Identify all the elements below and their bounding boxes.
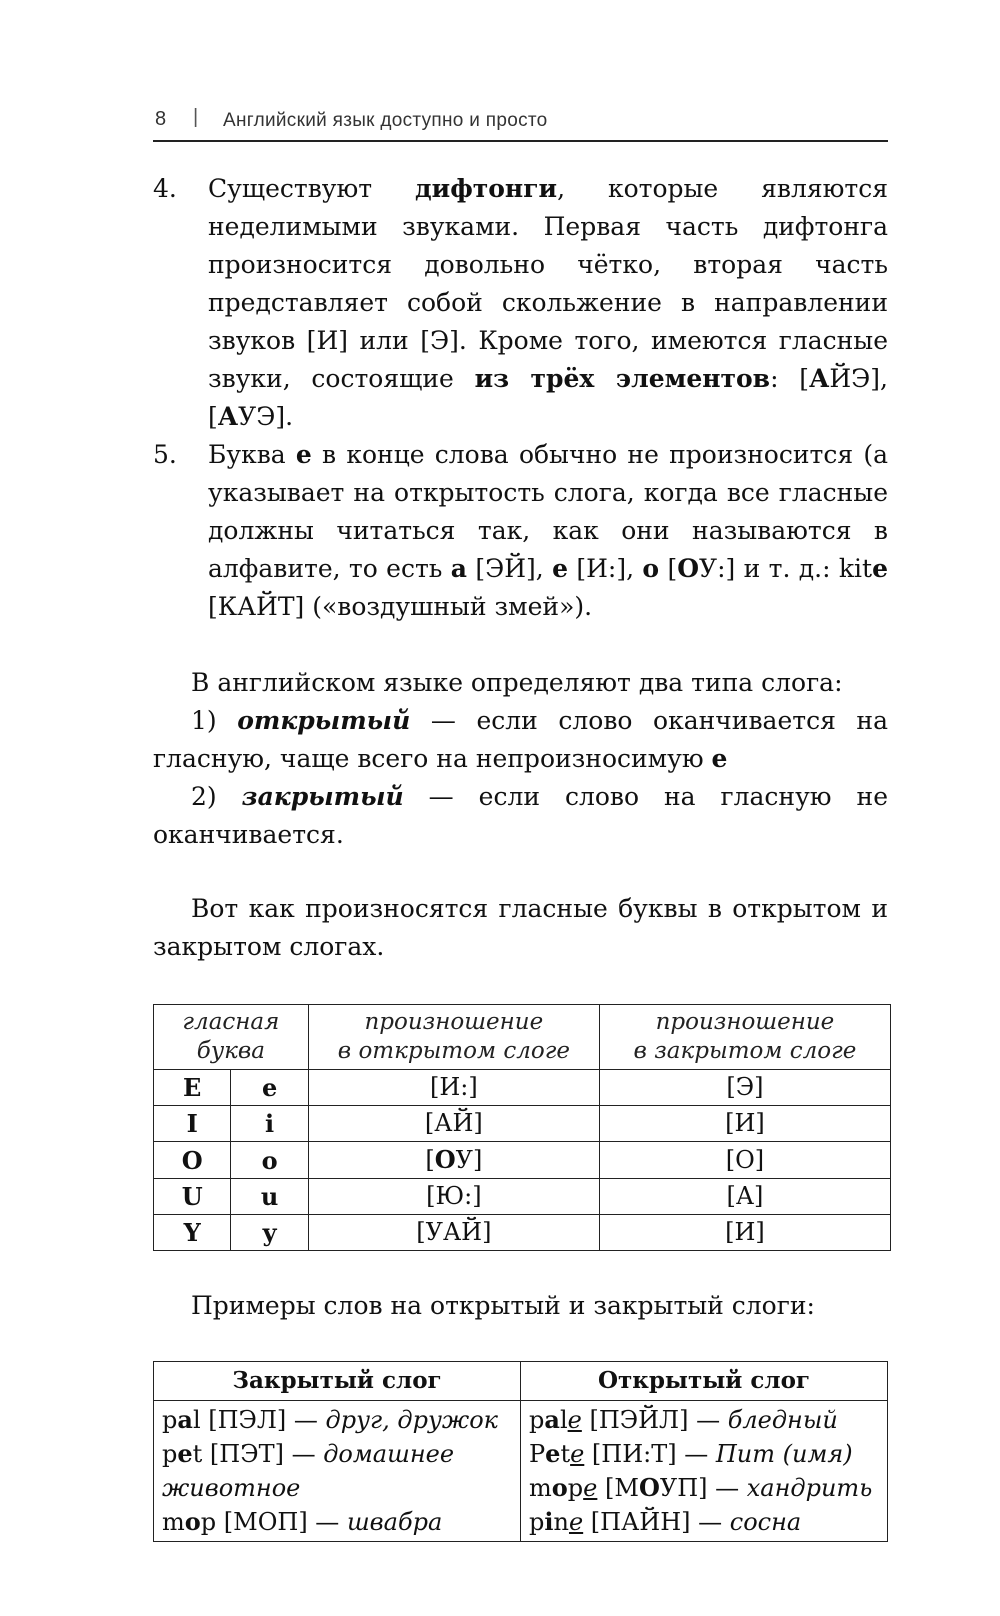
list-number: 4. [153, 174, 177, 203]
header-separator: | [193, 106, 199, 128]
text: [ЭЙ], [466, 554, 553, 583]
closed-examples-cell [154, 1401, 521, 1542]
header-open-syllable: Открытый слог [521, 1362, 888, 1401]
text: УП] — [659, 1474, 747, 1502]
text: p [162, 1406, 178, 1434]
open-pronunciation: [Ю:] [308, 1179, 599, 1215]
letter-upper: E [154, 1070, 231, 1106]
letter-lower: u [231, 1179, 308, 1215]
text: [ПАЙН] — [583, 1508, 730, 1536]
letter-bold: a [544, 1405, 560, 1434]
letter-bold: o [642, 554, 660, 583]
letter-bold: О [434, 1145, 456, 1174]
open-pronunciation: [И:] [308, 1070, 599, 1106]
closed-syllable-definition [153, 778, 888, 854]
text: p [529, 1406, 545, 1434]
list-item-4 [153, 170, 888, 436]
table-row [154, 1142, 891, 1179]
text: p [567, 1474, 584, 1502]
list-number: 5. [153, 440, 177, 469]
letter-upper: I [154, 1106, 231, 1142]
letter-upper: U [154, 1179, 231, 1215]
examples-intro: Примеры слов на открытый и закрытый слоги: [191, 1291, 815, 1320]
header-closed-syllable: Закрытый слог [154, 1362, 521, 1401]
closed-pronunciation: [И] [599, 1106, 890, 1142]
example-open [529, 1471, 879, 1505]
text: УЭ]. [238, 402, 294, 431]
text: l [ПЭЛ] — [192, 1406, 326, 1434]
text: Буква [208, 440, 296, 469]
header-text: буква [196, 1038, 266, 1064]
open-pronunciation: [АЙ] [308, 1106, 599, 1142]
translation: домашнее животное [162, 1440, 455, 1502]
open-syllable-definition [153, 702, 888, 778]
header-open [308, 1005, 599, 1070]
page-body [153, 170, 888, 1542]
open-pronunciation [308, 1142, 599, 1179]
example-open [529, 1437, 879, 1471]
list-text [208, 436, 888, 626]
text: — если слово на гласную не оканчивается. [153, 782, 888, 849]
header-text: гласная [182, 1009, 280, 1035]
letter-bold: О [638, 1473, 660, 1502]
text: [И:], [568, 554, 643, 583]
term-open: открытый [237, 706, 411, 735]
vowel-table-intro: Вот как произносятся гласные буквы в открытом и закрытом слогах. [153, 894, 888, 961]
letter-lower: i [231, 1106, 308, 1142]
letter-lower: e [231, 1070, 308, 1106]
letter-bold: e [177, 1439, 193, 1468]
letter-upper: Y [154, 1215, 231, 1251]
text: n [553, 1508, 569, 1536]
translation: хандрить [746, 1474, 873, 1502]
translation: сосна [729, 1508, 802, 1536]
silent-e: e [583, 1474, 598, 1502]
text: [ПЭЙЛ] — [581, 1406, 728, 1434]
translation: бледный [727, 1406, 838, 1434]
text: [М [597, 1474, 639, 1502]
letter-bold: e [711, 744, 728, 773]
header-letter [154, 1005, 309, 1070]
text: t [ПЭТ] — [192, 1440, 324, 1468]
text: 2) [191, 782, 242, 811]
text: l [559, 1406, 568, 1434]
open-pronunciation: [УАЙ] [308, 1215, 599, 1251]
text: 1) [191, 706, 238, 735]
letter-bold: О [677, 554, 699, 583]
closed-pronunciation: [О] [599, 1142, 890, 1179]
letter-bold: a [450, 554, 467, 583]
running-title: Английский язык доступно и просто [223, 110, 548, 131]
list-text [208, 170, 888, 436]
text: Существуют [208, 174, 416, 203]
example-closed [162, 1403, 512, 1437]
page-number: 8 [155, 108, 167, 130]
letter-bold: i [544, 1507, 554, 1536]
text: [ [425, 1146, 435, 1174]
letter-bold: o [551, 1473, 568, 1502]
closed-pronunciation: [И] [599, 1215, 890, 1251]
letter-bold: e [872, 554, 888, 583]
syllable-intro: В английском языке определяют два типа слога: [191, 668, 843, 697]
translation: швабра [346, 1508, 443, 1536]
text: [ПИ:Т] — [584, 1440, 716, 1468]
text: в конце слова обычно не произносится (а указывает на открытость слога, когда все гласные должны читаться так, как они называются в алфавите, то есть [208, 440, 888, 583]
term-bold: дифтонги [415, 174, 558, 203]
header-text: в закрытом слоге [633, 1038, 857, 1064]
text: — если слово оканчивается на гласную, чаще всего на непроизносимую [153, 706, 889, 773]
table-header-row [154, 1005, 891, 1070]
table-row [154, 1106, 891, 1142]
open-examples-cell [521, 1401, 888, 1542]
running-header [153, 106, 888, 142]
text: t [560, 1440, 571, 1468]
letter-bold: o [184, 1507, 201, 1536]
table-header-row [154, 1362, 888, 1401]
syllable-examples-table [153, 1361, 888, 1542]
letter-bold: e [545, 1439, 561, 1468]
translation: друг, дружок [325, 1406, 498, 1434]
letter-lower: o [231, 1142, 308, 1179]
closed-pronunciation: [Э] [599, 1070, 890, 1106]
term-bold: из трёх элементов [474, 364, 771, 393]
table-row [154, 1179, 891, 1215]
list-item-5 [153, 436, 888, 626]
letter-bold: А [808, 364, 830, 393]
header-text: произношение [364, 1009, 544, 1035]
text: ЙЭ], [ [208, 364, 888, 431]
table-row [154, 1215, 891, 1251]
table-row [154, 1070, 891, 1106]
silent-e: e [567, 1406, 582, 1434]
letter-bold: e [295, 440, 312, 469]
vowel-pronunciation-table [153, 1004, 891, 1251]
term-closed: закрытый [241, 782, 404, 811]
header-closed [599, 1005, 890, 1070]
example-closed [162, 1437, 512, 1505]
letter-lower: y [231, 1215, 308, 1251]
text: m [162, 1508, 185, 1536]
silent-e: e [568, 1508, 584, 1536]
table-row [154, 1401, 888, 1542]
letter-bold: А [217, 402, 239, 431]
translation: Пит (имя) [715, 1440, 853, 1468]
closed-pronunciation: [А] [599, 1179, 890, 1215]
header-text: произношение [655, 1009, 835, 1035]
text: p [162, 1440, 178, 1468]
text: У] [455, 1146, 483, 1174]
letter-bold: a [177, 1405, 193, 1434]
text: У:] и т. д.: kit [699, 554, 873, 583]
example-closed [162, 1505, 512, 1539]
header-text: в открытом слоге [337, 1038, 570, 1064]
text: p [529, 1508, 545, 1536]
text: P [529, 1440, 546, 1468]
text: p [МОП] — [200, 1508, 347, 1536]
silent-e: e [570, 1440, 585, 1468]
text: [КАЙТ] («воздушный змей»). [208, 592, 593, 621]
example-open [529, 1403, 879, 1437]
letter-bold: e [552, 554, 568, 583]
text: m [529, 1474, 552, 1502]
text: : [ [770, 364, 809, 393]
example-open [529, 1505, 879, 1539]
text: , которые являются неделимыми звуками. Первая часть дифтонга произносится довольно чётко, вторая часть представляет собой скольжение в направлении звуков [И] или [Э]. Кроме того, имеются гласные звуки, состоящие [208, 174, 888, 393]
text: [ [659, 554, 678, 583]
letter-upper: O [154, 1142, 231, 1179]
